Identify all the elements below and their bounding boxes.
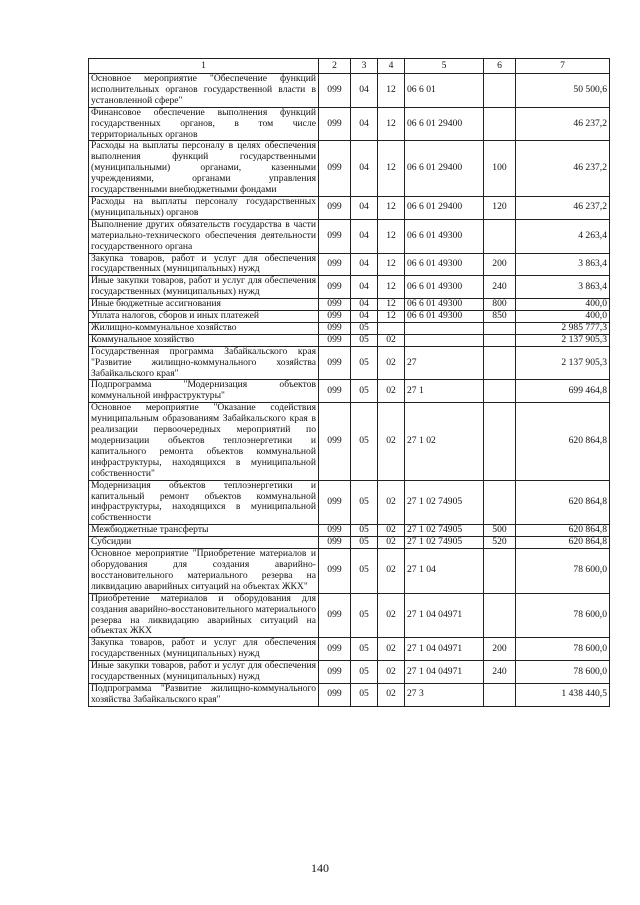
header-cell-5: 5 <box>405 59 484 74</box>
row-section-cell: 05 <box>351 346 378 380</box>
row-section-cell: 05 <box>351 380 378 403</box>
row-expense-type-cell <box>484 346 516 380</box>
row-code-cell: 099 <box>319 276 351 299</box>
row-expense-type-cell <box>484 322 516 334</box>
row-amount-cell: 4 263,4 <box>516 219 610 253</box>
row-code-cell: 099 <box>319 661 351 684</box>
row-expense-type-cell <box>484 480 516 525</box>
row-target-article-cell: 06 6 01 49300 <box>405 219 484 253</box>
row-code-cell: 099 <box>319 480 351 525</box>
row-expense-type-cell <box>484 403 516 480</box>
row-amount-cell: 50 500,6 <box>516 74 610 108</box>
table-row <box>89 525 610 537</box>
table-row <box>89 276 610 299</box>
row-subsection-cell: 02 <box>378 683 405 706</box>
row-name-cell: Подпрограмма "Развитие жилищно-коммунального хозяйства Забайкальского края" <box>89 683 319 706</box>
row-target-article-cell <box>405 322 484 334</box>
row-code-cell: 099 <box>319 74 351 108</box>
row-target-article-cell: 27 1 04 04971 <box>405 638 484 661</box>
row-name-cell: Закупка товаров, работ и услуг для обеспечения государственных (муниципальных) нужд <box>89 638 319 661</box>
row-code-cell: 099 <box>319 537 351 549</box>
row-name-cell: Государственная программа Забайкальского края "Развитие жилищно-коммунального хозяйства Забайкальского края" <box>89 346 319 380</box>
row-expense-type-cell <box>484 380 516 403</box>
table-row <box>89 661 610 684</box>
row-amount-cell: 699 464,8 <box>516 380 610 403</box>
row-subsection-cell: 12 <box>378 141 405 197</box>
row-subsection-cell: 12 <box>378 253 405 276</box>
row-amount-cell: 46 237,2 <box>516 196 610 219</box>
row-subsection-cell <box>378 322 405 334</box>
row-code-cell: 099 <box>319 380 351 403</box>
budget-table <box>88 58 610 707</box>
row-name-cell: Жилищно-коммунальное хозяйство <box>89 322 319 334</box>
row-subsection-cell: 02 <box>378 403 405 480</box>
row-subsection-cell: 12 <box>378 219 405 253</box>
row-target-article-cell: 27 1 04 04971 <box>405 661 484 684</box>
table-row <box>89 549 610 594</box>
table-row <box>89 683 610 706</box>
row-target-article-cell: 27 1 04 04971 <box>405 593 484 638</box>
row-name-cell: Расходы на выплаты персоналу государственных (муниципальных) органов <box>89 196 319 219</box>
row-name-cell: Межбюджетные трансферты <box>89 525 319 537</box>
row-expense-type-cell <box>484 74 516 108</box>
row-section-cell: 04 <box>351 141 378 197</box>
table-row <box>89 480 610 525</box>
table-row <box>89 380 610 403</box>
row-name-cell: Выполнение других обязательств государства в части материально-технического обеспечения деятельности государственного органа <box>89 219 319 253</box>
row-name-cell: Расходы на выплаты персоналу в целях обеспечения выполнения функций государственными (муниципальными) органами, казенными учреждениями, органами управления государственными внебюджетными фондами <box>89 141 319 197</box>
header-cell-6: 6 <box>484 59 516 74</box>
row-code-cell: 099 <box>319 219 351 253</box>
header-cell-1: 1 <box>89 59 319 74</box>
row-name-cell: Основное мероприятие "Обеспечение функций исполнительных органов государственной власти в установленной сфере" <box>89 74 319 108</box>
row-target-article-cell: 06 6 01 49300 <box>405 311 484 323</box>
row-name-cell: Иные закупки товаров, работ и услуг для обеспечения государственных (муниципальных) нужд <box>89 661 319 684</box>
row-expense-type-cell <box>484 549 516 594</box>
row-amount-cell: 2 137 905,3 <box>516 334 610 346</box>
row-name-cell: Уплата налогов, сборов и иных платежей <box>89 311 319 323</box>
row-expense-type-cell: 520 <box>484 537 516 549</box>
table-row <box>89 196 610 219</box>
row-target-article-cell: 27 1 <box>405 380 484 403</box>
row-expense-type-cell: 240 <box>484 276 516 299</box>
row-name-cell: Подпрограмма "Модернизация объектов коммунальной инфраструктуры" <box>89 380 319 403</box>
row-amount-cell: 46 237,2 <box>516 107 610 141</box>
row-section-cell: 04 <box>351 299 378 311</box>
row-code-cell: 099 <box>319 322 351 334</box>
row-code-cell: 099 <box>319 107 351 141</box>
row-code-cell: 099 <box>319 638 351 661</box>
row-code-cell: 099 <box>319 403 351 480</box>
table-row <box>89 638 610 661</box>
row-section-cell: 04 <box>351 74 378 108</box>
row-target-article-cell: 06 6 01 <box>405 74 484 108</box>
row-section-cell: 05 <box>351 403 378 480</box>
row-target-article-cell: 27 3 <box>405 683 484 706</box>
table-row <box>89 311 610 323</box>
row-name-cell: Иные бюджетные ассигнования <box>89 299 319 311</box>
row-section-cell: 05 <box>351 525 378 537</box>
row-amount-cell: 2 985 777,3 <box>516 322 610 334</box>
row-amount-cell: 400,0 <box>516 311 610 323</box>
row-amount-cell: 620 864,8 <box>516 525 610 537</box>
row-amount-cell: 400,0 <box>516 299 610 311</box>
header-cell-3: 3 <box>351 59 378 74</box>
row-code-cell: 099 <box>319 196 351 219</box>
row-section-cell: 04 <box>351 276 378 299</box>
table-row <box>89 403 610 480</box>
row-code-cell: 099 <box>319 593 351 638</box>
row-subsection-cell: 02 <box>378 346 405 380</box>
page-number: 140 <box>311 861 329 875</box>
row-section-cell: 05 <box>351 683 378 706</box>
table-row <box>89 346 610 380</box>
row-code-cell: 099 <box>319 334 351 346</box>
table-row <box>89 537 610 549</box>
row-amount-cell: 620 864,8 <box>516 537 610 549</box>
row-name-cell: Закупка товаров, работ и услуг для обеспечения государственных (муниципальных) нужд <box>89 253 319 276</box>
row-expense-type-cell: 200 <box>484 638 516 661</box>
row-target-article-cell: 06 6 01 49300 <box>405 253 484 276</box>
row-name-cell: Коммунальное хозяйство <box>89 334 319 346</box>
row-amount-cell: 46 237,2 <box>516 141 610 197</box>
row-section-cell: 04 <box>351 219 378 253</box>
row-amount-cell: 3 863,4 <box>516 253 610 276</box>
table-row <box>89 334 610 346</box>
row-expense-type-cell <box>484 593 516 638</box>
row-code-cell: 099 <box>319 525 351 537</box>
table-row <box>89 74 610 108</box>
row-target-article-cell: 06 6 01 49300 <box>405 276 484 299</box>
row-amount-cell: 78 600,0 <box>516 661 610 684</box>
row-section-cell: 05 <box>351 638 378 661</box>
row-expense-type-cell: 100 <box>484 141 516 197</box>
row-code-cell: 099 <box>319 311 351 323</box>
row-subsection-cell: 02 <box>378 638 405 661</box>
row-subsection-cell: 02 <box>378 380 405 403</box>
row-amount-cell: 3 863,4 <box>516 276 610 299</box>
row-expense-type-cell: 200 <box>484 253 516 276</box>
row-amount-cell: 620 864,8 <box>516 403 610 480</box>
row-section-cell: 04 <box>351 107 378 141</box>
row-amount-cell: 78 600,0 <box>516 638 610 661</box>
row-name-cell: Основное мероприятие "Приобретение материалов и оборудования для создания аварийно-восстановительного материального резерва на ликвидацию аварийных ситуаций на объектах ЖКХ" <box>89 549 319 594</box>
header-cell-4: 4 <box>378 59 405 74</box>
row-code-cell: 099 <box>319 141 351 197</box>
row-expense-type-cell: 800 <box>484 299 516 311</box>
row-code-cell: 099 <box>319 299 351 311</box>
row-target-article-cell: 06 6 01 29400 <box>405 141 484 197</box>
row-name-cell: Иные закупки товаров, работ и услуг для обеспечения государственных (муниципальных) нужд <box>89 276 319 299</box>
row-subsection-cell: 02 <box>378 525 405 537</box>
row-code-cell: 099 <box>319 549 351 594</box>
row-subsection-cell: 02 <box>378 480 405 525</box>
row-name-cell: Финансовое обеспечение выполнения функций государственных органов, в том числе территориальных органов <box>89 107 319 141</box>
header-cell-7: 7 <box>516 59 610 74</box>
row-section-cell: 05 <box>351 334 378 346</box>
row-amount-cell: 1 438 440,5 <box>516 683 610 706</box>
row-code-cell: 099 <box>319 346 351 380</box>
row-target-article-cell: 06 6 01 29400 <box>405 196 484 219</box>
row-expense-type-cell <box>484 334 516 346</box>
row-section-cell: 05 <box>351 593 378 638</box>
row-section-cell: 05 <box>351 322 378 334</box>
table-row <box>89 219 610 253</box>
document-page <box>88 58 609 707</box>
row-target-article-cell: 06 6 01 49300 <box>405 299 484 311</box>
row-amount-cell: 2 137 905,3 <box>516 346 610 380</box>
row-amount-cell: 78 600,0 <box>516 549 610 594</box>
row-name-cell: Субсидии <box>89 537 319 549</box>
row-subsection-cell: 12 <box>378 196 405 219</box>
row-subsection-cell: 02 <box>378 593 405 638</box>
row-expense-type-cell <box>484 683 516 706</box>
row-subsection-cell: 02 <box>378 549 405 594</box>
row-target-article-cell: 27 <box>405 346 484 380</box>
table-row <box>89 299 610 311</box>
row-subsection-cell: 12 <box>378 107 405 141</box>
row-section-cell: 04 <box>351 311 378 323</box>
row-target-article-cell: 27 1 04 <box>405 549 484 594</box>
row-name-cell: Модернизация объектов теплоэнергетики и капитальный ремонт объектов коммунальной инфраструктуры, находящихся в муниципальной собственности <box>89 480 319 525</box>
row-target-article-cell: 27 1 02 74905 <box>405 525 484 537</box>
table-row <box>89 253 610 276</box>
row-name-cell: Приобретение материалов и оборудования для создания аварийно-восстановительного материального резерва на ликвидацию аварийных ситуаций на объектах ЖКХ <box>89 593 319 638</box>
row-target-article-cell <box>405 334 484 346</box>
row-section-cell: 05 <box>351 549 378 594</box>
row-target-article-cell: 27 1 02 74905 <box>405 480 484 525</box>
row-code-cell: 099 <box>319 253 351 276</box>
table-body <box>89 74 610 707</box>
row-subsection-cell: 12 <box>378 311 405 323</box>
row-subsection-cell: 12 <box>378 276 405 299</box>
row-section-cell: 05 <box>351 537 378 549</box>
header-cell-2: 2 <box>319 59 351 74</box>
row-expense-type-cell: 850 <box>484 311 516 323</box>
row-section-cell: 05 <box>351 480 378 525</box>
row-code-cell: 099 <box>319 683 351 706</box>
row-amount-cell: 78 600,0 <box>516 593 610 638</box>
row-name-cell: Основное мероприятие "Оказание содействия муниципальным образованиям Забайкальского края в реализации первоочередных мероприятий по модернизации объектов теплоэнергетики и капитального ремонта объектов коммунальной инфраструктуры, находящихся в муниципальной собственности" <box>89 403 319 480</box>
row-subsection-cell: 12 <box>378 299 405 311</box>
row-expense-type-cell <box>484 107 516 141</box>
table-header-row <box>89 59 610 74</box>
row-section-cell: 04 <box>351 196 378 219</box>
row-amount-cell: 620 864,8 <box>516 480 610 525</box>
row-subsection-cell: 12 <box>378 74 405 108</box>
table-row <box>89 322 610 334</box>
row-expense-type-cell: 120 <box>484 196 516 219</box>
table-row <box>89 107 610 141</box>
row-expense-type-cell <box>484 219 516 253</box>
row-target-article-cell: 06 6 01 29400 <box>405 107 484 141</box>
row-section-cell: 05 <box>351 661 378 684</box>
row-subsection-cell: 02 <box>378 661 405 684</box>
row-subsection-cell: 02 <box>378 537 405 549</box>
row-expense-type-cell: 500 <box>484 525 516 537</box>
table-row <box>89 141 610 197</box>
row-target-article-cell: 27 1 02 <box>405 403 484 480</box>
table-row <box>89 593 610 638</box>
row-section-cell: 04 <box>351 253 378 276</box>
row-target-article-cell: 27 1 02 74905 <box>405 537 484 549</box>
row-subsection-cell: 02 <box>378 334 405 346</box>
row-expense-type-cell: 240 <box>484 661 516 684</box>
